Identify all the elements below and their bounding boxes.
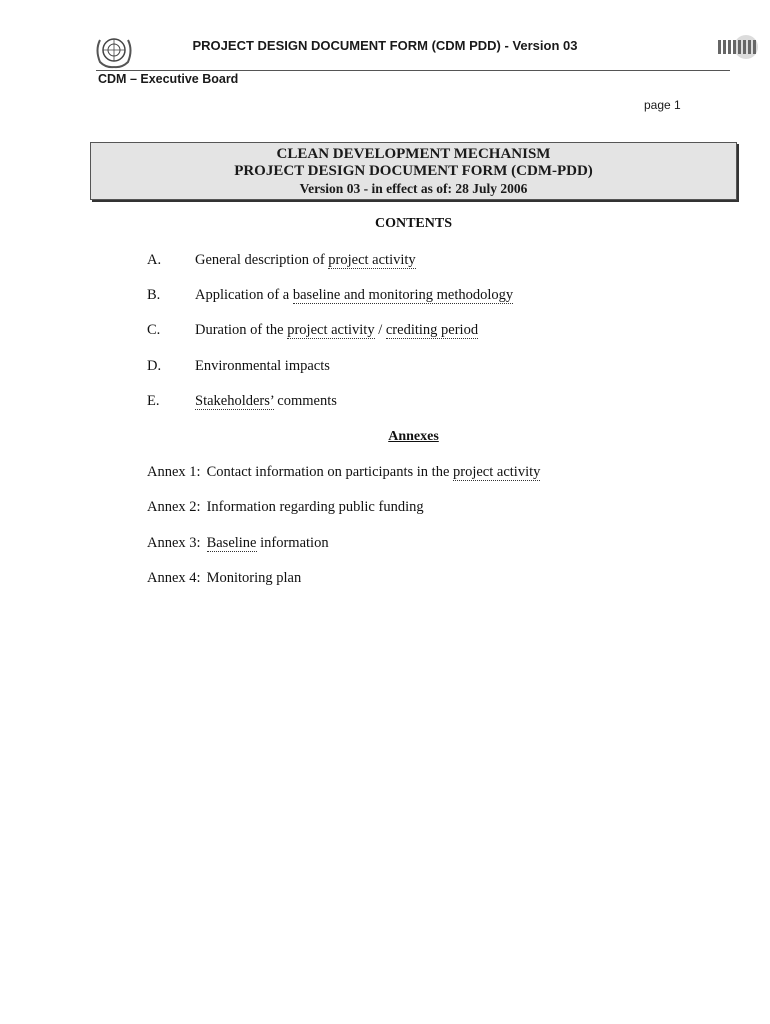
glossary-link[interactable]: project activity — [287, 322, 375, 338]
document-header-title: PROJECT DESIGN DOCUMENT FORM (CDM PDD) - Version 03 — [192, 38, 578, 53]
contents-heading: CONTENTS — [374, 216, 453, 231]
annex-text: Information regarding public funding — [206, 499, 424, 515]
annex-label: Annex 4: — [147, 570, 201, 586]
glossary-link[interactable]: Stakeholders’ — [195, 393, 274, 409]
annexes-heading: Annexes — [388, 429, 439, 444]
glossary-link[interactable]: baseline and monitoring methodology — [292, 287, 514, 303]
title-box — [90, 142, 737, 200]
annex-label: Annex 2: — [147, 499, 201, 515]
toc-text — [195, 287, 513, 304]
page-number: page 1 — [644, 98, 681, 112]
annex-label: Annex 3: — [147, 535, 201, 551]
unfccc-logo-icon — [716, 34, 762, 60]
annex-text — [207, 535, 329, 551]
toc-text-plain: comments — [273, 393, 337, 409]
annex-text-plain: information — [256, 535, 329, 551]
executive-board-label: CDM – Executive Board — [98, 72, 239, 86]
toc-text — [195, 393, 337, 410]
header-divider — [96, 70, 730, 71]
annex-text: Monitoring plan — [206, 570, 302, 586]
toc-letter: E. — [147, 393, 160, 409]
toc-letter: B. — [147, 287, 161, 303]
annex-item-3[interactable] — [147, 535, 329, 552]
toc-text-separator: / — [374, 322, 386, 338]
glossary-link[interactable]: Baseline — [206, 535, 257, 551]
toc-text: Environmental impacts — [195, 358, 330, 374]
annex-label: Annex 1: — [147, 464, 201, 480]
toc-letter: D. — [147, 358, 162, 374]
annex-item-1[interactable] — [147, 464, 540, 481]
toc-text-plain: General description of — [195, 252, 329, 268]
title-line-2: PROJECT DESIGN DOCUMENT FORM (CDM-PDD) — [234, 163, 593, 179]
toc-letter: C. — [147, 322, 161, 338]
annex-text-plain: Contact information on participants in the — [206, 464, 454, 480]
toc-text — [195, 252, 416, 269]
toc-letter: A. — [147, 252, 162, 268]
glossary-link[interactable]: project activity — [328, 252, 416, 268]
annex-text — [207, 464, 541, 480]
title-line-3: Version 03 - in effect as of: 28 July 2006 — [299, 181, 528, 196]
toc-text-plain: Application of a — [195, 287, 293, 303]
glossary-link[interactable]: project activity — [453, 464, 541, 480]
toc-text-plain: Duration of the — [195, 322, 288, 338]
title-line-1: CLEAN DEVELOPMENT MECHANISM — [276, 146, 551, 162]
toc-text — [195, 322, 478, 339]
annex-item-2[interactable] — [147, 499, 424, 516]
annex-item-4[interactable] — [147, 570, 301, 587]
glossary-link[interactable]: crediting period — [385, 322, 479, 338]
